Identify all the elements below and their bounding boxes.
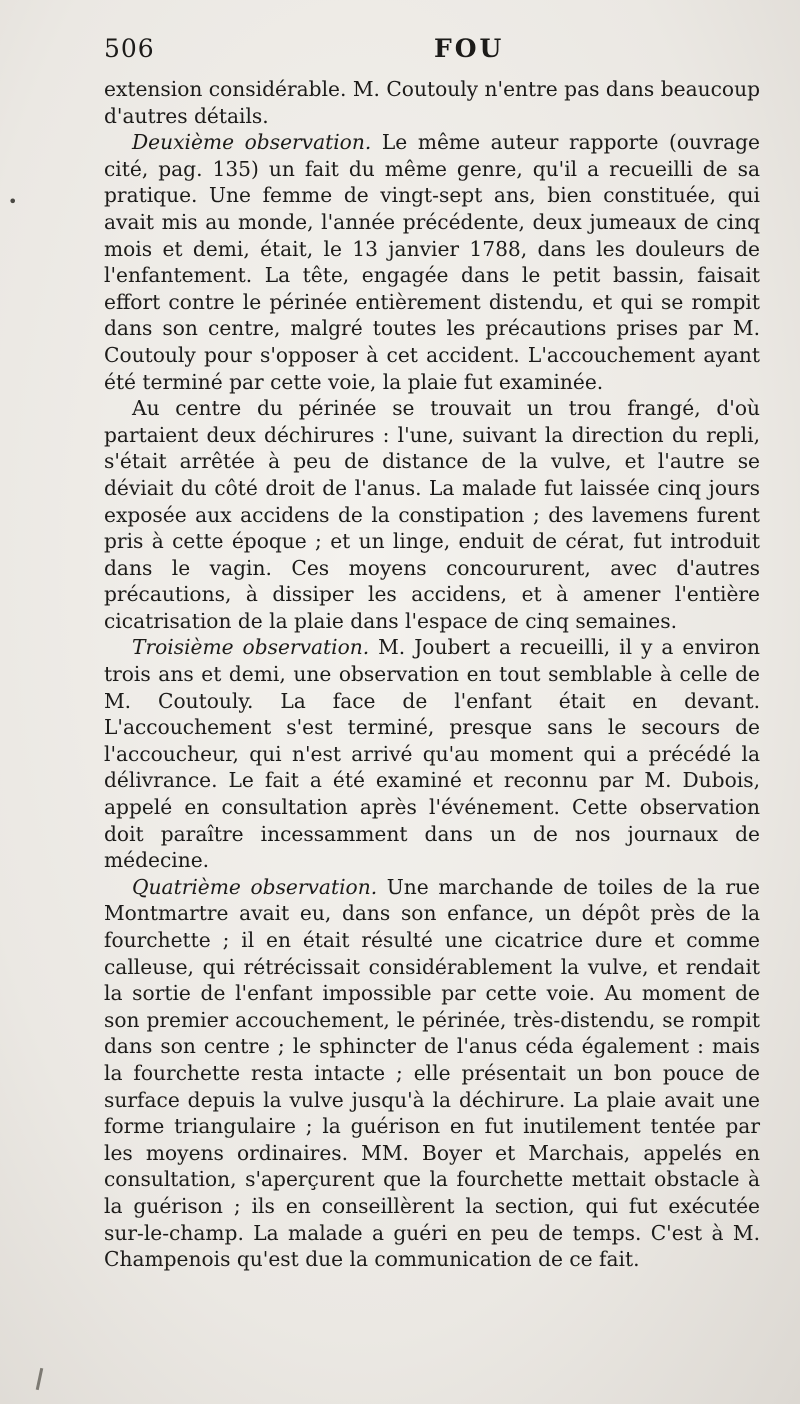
- observation-title: Deuxième observation.: [132, 130, 372, 155]
- paragraph-observation-4: [104, 874, 760, 1273]
- running-head: FOU: [434, 34, 505, 63]
- paragraph-observation-3: [104, 634, 760, 873]
- paragraph-wound-description: Au centre du périnée se trouvait un trou frangé, d'où partaient deux déchirures : l'une, suivant la direction du repli, s'était arrêtée à peu de distance de la vulve, et l'autre se déviait du côté droit de l'anus. La malade fut laissée cinq jours exposée aux accidens de la constipation ; des lavemens furent pris à cette époque ; et un linge, enduit de cérat, fut introduit dans le vagin. Ces moyens concoururent, avec d'autres précautions, à dissiper les accidens, et à amener l'entière cicatrisation de la plaie dans l'espace de cinq semaines.: [104, 396, 760, 633]
- observation-text: M. Joubert a recueilli, il y a environ trois ans et demi, une observation en tout semblable à celle de M. Coutouly. La face de l'enfant était en devant. L'accouchement s'est terminé, presque sans le secours de l'accoucheur, qui n'est arrivé qu'au moment qui a précédé la délivrance. Le fait a été examiné et reconnu par M. Dubois, appelé en consultation après l'événement. Cette observation doit paraître incessamment dans un de nos journaux de médecine.: [104, 635, 760, 873]
- margin-pen-stroke: [36, 1368, 44, 1390]
- observation-title: Quatrième observation.: [132, 874, 378, 899]
- observation-title: Troisième observation.: [132, 635, 370, 660]
- opening-paragraph: extension considérable. M. Coutouly n'entre pas dans beaucoup d'autres détails.: [104, 77, 760, 128]
- page-number: 506: [104, 34, 155, 63]
- observation-text: Une marchande de toiles de la rue Montmartre avait eu, dans son enfance, un dépôt près de la fourchette ; il en était résulté une cicatrice dure et comme calleuse, qui rétrécissait considérablement la vulve, et rendait la sortie de l'enfant impossible par cette voie. Au moment de son premier accouchement, le périnée, très-distendu, se rompit dans son centre ; le sphincter de l'anus céda également : mais la fourchette resta intacte ; elle présentait un bon pouce de surface depuis la vulve jusqu'à la déchirure. La plaie avait une forme triangulaire ; la guérison en fut inutilement tentée par les moyens ordinaires. MM. Boyer et Marchais, appelés en consultation, s'aperçurent que la fourchette mettait obstacle à la guérison ; ils en conseillèrent la section, qui fut exécutée sur-le-champ. La malade a guéri en peu de temps. C'est à M. Champenois qu'est due la communication de ce fait.: [104, 874, 760, 1272]
- page-header: [104, 34, 764, 68]
- body-text: [104, 76, 760, 1273]
- observation-text: Le même auteur rapporte (ouvrage cité, pag. 135) un fait du même genre, qu'il a recueilli de sa pratique. Une femme de vingt-sept ans, bien constituée, qui avait mis au monde, l'année précédente, deux jumeaux de cinq mois et demi, était, le 13 janvier 1788, dans les douleurs de l'enfantement. La tête, engagée dans le petit bassin, faisait effort contre le périnée entièrement distendu, et qui se rompit dans son centre, malgré toutes les précautions prises par M. Coutouly pour s'opposer à cet accident. L'accouchement ayant été terminé par cette voie, la plaie fut examinée.: [104, 130, 760, 394]
- margin-mark: •: [8, 192, 18, 211]
- paragraph-observation-2: [104, 129, 760, 395]
